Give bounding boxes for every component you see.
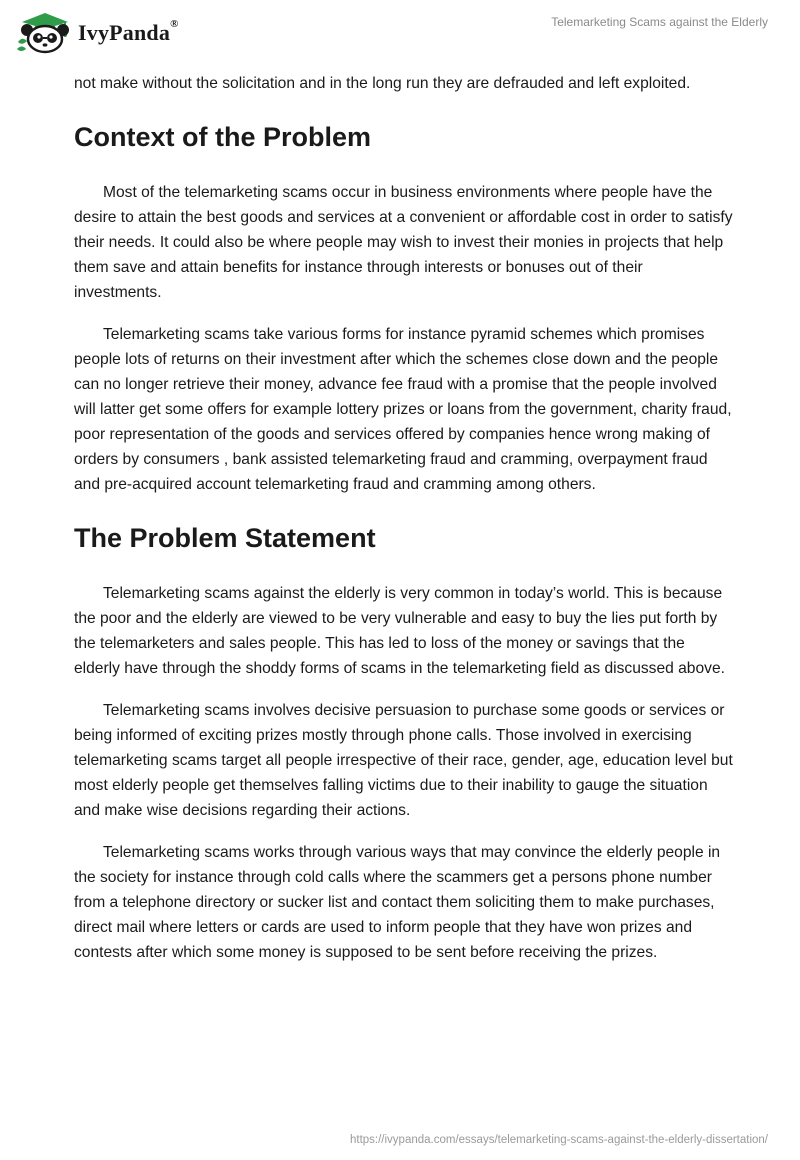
essay-body	[74, 71, 734, 982]
registered-mark: ®	[170, 18, 179, 30]
page-header	[0, 0, 800, 70]
section-heading-problem-statement: The Problem Statement	[74, 523, 376, 553]
paragraph: Most of the telemarketing scams occur in business environments where people have the desire to attain the best goods and services at a convenient or affordable cost in order to satisfy their needs. It could also be where people may wish to invest their monies in projects that help them save and attain benefits for instance through interests or bonuses out of their investments.	[74, 184, 733, 301]
document-title: Telemarketing Scams against the Elderly	[551, 15, 768, 29]
brand-name: IvyPanda®	[78, 18, 179, 45]
paragraph: Telemarketing scams works through various ways that may convince the elderly people in the society for instance through cold calls where the scammers get a persons phone number from a telephone directory or sucker list and contact them soliciting them to make purchases, direct mail where letters or cards are used to inform people that they have won prizes and contests after which some money is supposed to be sent before receiving the prizes.	[74, 844, 721, 961]
ivypanda-logo[interactable]	[14, 8, 194, 54]
panda-mascot-icon	[14, 8, 76, 54]
paragraph: Telemarketing scams against the elderly is very common in today’s world. This is because the poor and the elderly are viewed to be very vulnerable and easy to buy the lies put forth by the telemarketers and sales people. This has led to loss of the money or savings that the elderly have through the shoddy forms of scams in the telemarketing field as discussed above.	[74, 585, 725, 677]
continued-paragraph: not make without the solicitation and in the long run they are defrauded and left exploited.	[74, 75, 691, 92]
section-heading-context: Context of the Problem	[74, 122, 372, 152]
source-url-link[interactable]: https://ivypanda.com/essays/telemarketing-scams-against-the-elderly-dissertation/	[349, 1134, 768, 1146]
paragraph: Telemarketing scams involves decisive persuasion to purchase some goods or services or being informed of exciting prizes mostly through phone calls. Those involved in exercising telemarketing scams target all people irrespective of their race, gender, age, education level but most elderly people get themselves falling victims due to their inability to gauge the situation and make wise decisions regarding their actions.	[74, 702, 733, 819]
paragraph: Telemarketing scams take various forms for instance pyramid schemes which promises people lots of returns on their investment after which the schemes close down and the people can no longer retrieve their money, advance fee fraud with a promise that the people involved will latter get some offers for example lottery prizes or loans from the government, charity fraud, poor representation of the goods and services offered by companies hence wrong making of orders by consumers , bank assisted telemarketing fraud and cramming, overpayment fraud and pre-acquired account telemarketing fraud and cramming among others.	[74, 326, 732, 493]
